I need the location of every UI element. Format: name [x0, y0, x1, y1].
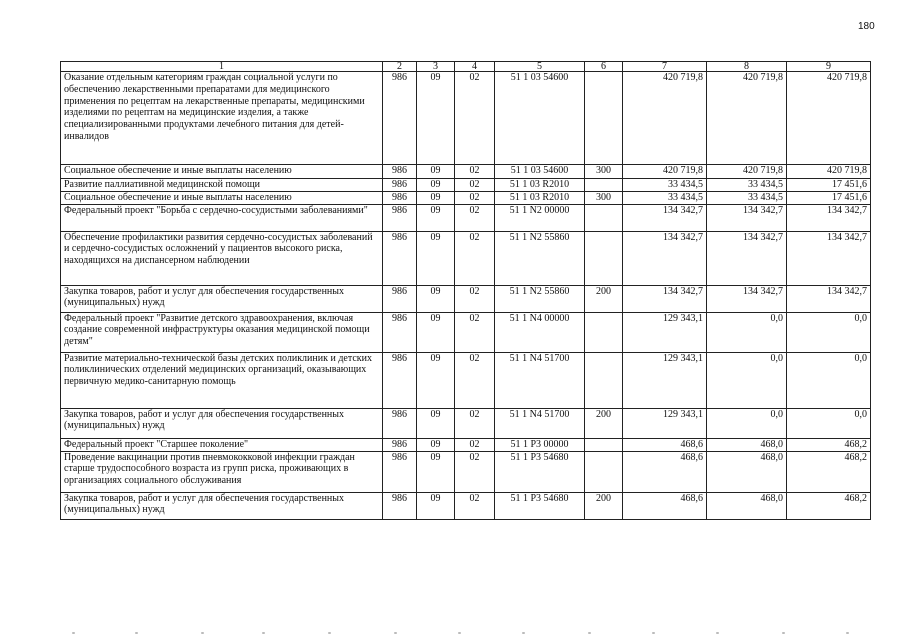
row-amount-7: 129 343,1 [623, 352, 707, 408]
header-cell-3: 3 [417, 62, 455, 72]
row-target-article: 51 1 P3 54680 [495, 451, 585, 492]
row-subsection-code: 02 [455, 165, 495, 179]
row-name: Развитие паллиативной медицинской помощи [61, 179, 383, 192]
row-subsection-code: 02 [455, 438, 495, 451]
row-section-code: 09 [417, 191, 455, 204]
row-name: Обеспечение профилактики развития сердечно-сосудистых заболеваний и сердечно-сосудистых осложнений у пациентов высокого риска, находящихся на диспансерном наблюдении [61, 231, 383, 285]
row-target-article: 51 1 03 54600 [495, 72, 585, 165]
scan-edge-marks [0, 628, 905, 638]
row-target-article: 51 1 03 R2010 [495, 191, 585, 204]
row-section-code: 09 [417, 165, 455, 179]
row-section-code: 09 [417, 312, 455, 352]
table-row [61, 72, 871, 165]
row-amount-9: 468,2 [787, 438, 871, 451]
row-expense-type: 200 [585, 492, 623, 519]
header-row [61, 62, 871, 72]
row-amount-7: 468,6 [623, 438, 707, 451]
row-expense-type [585, 352, 623, 408]
row-subsection-code: 02 [455, 191, 495, 204]
row-expense-type: 300 [585, 191, 623, 204]
budget-table [60, 61, 871, 520]
row-target-article: 51 1 P3 54680 [495, 492, 585, 519]
row-name: Закупка товаров, работ и услуг для обеспечения государственных (муниципальных) нужд [61, 408, 383, 438]
row-section-code: 09 [417, 285, 455, 312]
row-amount-8: 33 434,5 [707, 179, 787, 192]
row-ministry-code: 986 [383, 204, 417, 231]
row-ministry-code: 986 [383, 352, 417, 408]
table-row [61, 165, 871, 179]
table-row [61, 438, 871, 451]
row-ministry-code: 986 [383, 72, 417, 165]
row-amount-8: 420 719,8 [707, 72, 787, 165]
row-subsection-code: 02 [455, 408, 495, 438]
header-cell-7: 7 [623, 62, 707, 72]
row-amount-8: 134 342,7 [707, 285, 787, 312]
row-ministry-code: 986 [383, 285, 417, 312]
row-amount-7: 420 719,8 [623, 72, 707, 165]
row-subsection-code: 02 [455, 285, 495, 312]
row-target-article: 51 1 N2 55860 [495, 285, 585, 312]
row-section-code: 09 [417, 204, 455, 231]
table-row [61, 204, 871, 231]
row-section-code: 09 [417, 408, 455, 438]
row-expense-type [585, 451, 623, 492]
row-expense-type: 200 [585, 285, 623, 312]
row-name: Развитие материально-технической базы детских поликлиник и детских поликлинических отделений медицинских организаций, оказывающих первичную медико-санитарную помощь [61, 352, 383, 408]
row-amount-9: 0,0 [787, 312, 871, 352]
row-target-article: 51 1 N4 51700 [495, 408, 585, 438]
row-amount-7: 134 342,7 [623, 231, 707, 285]
row-subsection-code: 02 [455, 451, 495, 492]
row-expense-type [585, 72, 623, 165]
table-row [61, 352, 871, 408]
row-subsection-code: 02 [455, 179, 495, 192]
row-name: Оказание отдельным категориям граждан социальной услуги по обеспечению лекарственными препаратами для медицинского применения по рецептам на лекарственные препараты, медицинскими изделиями по рецептам на медицинские изделия, а также специализированными продуктами лечебного питания для детей-инвалидов [61, 72, 383, 165]
row-amount-8: 0,0 [707, 408, 787, 438]
row-expense-type [585, 438, 623, 451]
row-amount-7: 134 342,7 [623, 285, 707, 312]
row-amount-8: 134 342,7 [707, 231, 787, 285]
row-expense-type [585, 231, 623, 285]
row-subsection-code: 02 [455, 231, 495, 285]
row-expense-type [585, 312, 623, 352]
row-expense-type: 200 [585, 408, 623, 438]
row-expense-type [585, 204, 623, 231]
row-subsection-code: 02 [455, 312, 495, 352]
header-cell-4: 4 [455, 62, 495, 72]
row-amount-8: 0,0 [707, 312, 787, 352]
row-target-article: 51 1 N2 00000 [495, 204, 585, 231]
table-row [61, 492, 871, 519]
row-section-code: 09 [417, 231, 455, 285]
page-number: 180 [858, 21, 875, 32]
row-name: Федеральный проект "Развитие детского здравоохранения, включая создание современной инфраструктуры оказания медицинской помощи детям" [61, 312, 383, 352]
row-target-article: 51 1 P3 00000 [495, 438, 585, 451]
row-amount-9: 134 342,7 [787, 231, 871, 285]
table-row [61, 451, 871, 492]
row-target-article: 51 1 N2 55860 [495, 231, 585, 285]
row-name: Закупка товаров, работ и услуг для обеспечения государственных (муниципальных) нужд [61, 492, 383, 519]
row-expense-type: 300 [585, 165, 623, 179]
row-name: Закупка товаров, работ и услуг для обеспечения государственных (муниципальных) нужд [61, 285, 383, 312]
row-amount-7: 129 343,1 [623, 408, 707, 438]
row-section-code: 09 [417, 179, 455, 192]
row-section-code: 09 [417, 352, 455, 408]
header-cell-8: 8 [707, 62, 787, 72]
row-ministry-code: 986 [383, 179, 417, 192]
row-amount-8: 468,0 [707, 492, 787, 519]
row-amount-9: 420 719,8 [787, 165, 871, 179]
row-ministry-code: 986 [383, 312, 417, 352]
header-cell-9: 9 [787, 62, 871, 72]
row-amount-8: 420 719,8 [707, 165, 787, 179]
table-row [61, 285, 871, 312]
table-row [61, 231, 871, 285]
row-section-code: 09 [417, 492, 455, 519]
table-row [61, 312, 871, 352]
row-amount-7: 33 434,5 [623, 191, 707, 204]
row-subsection-code: 02 [455, 204, 495, 231]
row-amount-9: 17 451,6 [787, 191, 871, 204]
table-row [61, 179, 871, 192]
row-amount-9: 468,2 [787, 492, 871, 519]
row-expense-type [585, 179, 623, 192]
row-name: Социальное обеспечение и иные выплаты населению [61, 191, 383, 204]
row-amount-9: 17 451,6 [787, 179, 871, 192]
row-amount-9: 468,2 [787, 451, 871, 492]
header-cell-6: 6 [585, 62, 623, 72]
row-ministry-code: 986 [383, 408, 417, 438]
row-amount-7: 134 342,7 [623, 204, 707, 231]
row-subsection-code: 02 [455, 72, 495, 165]
row-section-code: 09 [417, 451, 455, 492]
row-amount-7: 468,6 [623, 451, 707, 492]
row-target-article: 51 1 N4 00000 [495, 312, 585, 352]
header-cell-2: 2 [383, 62, 417, 72]
row-amount-9: 134 342,7 [787, 285, 871, 312]
row-amount-9: 420 719,8 [787, 72, 871, 165]
row-amount-7: 420 719,8 [623, 165, 707, 179]
row-ministry-code: 986 [383, 165, 417, 179]
table-row [61, 191, 871, 204]
row-amount-8: 33 434,5 [707, 191, 787, 204]
row-name: Федеральный проект "Старшее поколение" [61, 438, 383, 451]
row-name: Проведение вакцинации против пневмококковой инфекции граждан старше трудоспособного возраста из групп риска, проживающих в организациях социального обслуживания [61, 451, 383, 492]
table-row [61, 408, 871, 438]
row-name: Социальное обеспечение и иные выплаты населению [61, 165, 383, 179]
row-target-article: 51 1 N4 51700 [495, 352, 585, 408]
row-amount-9: 0,0 [787, 408, 871, 438]
row-subsection-code: 02 [455, 492, 495, 519]
row-ministry-code: 986 [383, 492, 417, 519]
row-section-code: 09 [417, 438, 455, 451]
row-section-code: 09 [417, 72, 455, 165]
row-amount-9: 134 342,7 [787, 204, 871, 231]
row-amount-7: 468,6 [623, 492, 707, 519]
header-cell-1: 1 [61, 62, 383, 72]
row-ministry-code: 986 [383, 451, 417, 492]
row-name: Федеральный проект "Борьба с сердечно-сосудистыми заболеваниями" [61, 204, 383, 231]
row-subsection-code: 02 [455, 352, 495, 408]
row-amount-9: 0,0 [787, 352, 871, 408]
row-ministry-code: 986 [383, 438, 417, 451]
row-ministry-code: 986 [383, 191, 417, 204]
row-amount-8: 468,0 [707, 451, 787, 492]
row-target-article: 51 1 03 R2010 [495, 179, 585, 192]
row-ministry-code: 986 [383, 231, 417, 285]
header-cell-5: 5 [495, 62, 585, 72]
row-amount-8: 468,0 [707, 438, 787, 451]
row-amount-7: 33 434,5 [623, 179, 707, 192]
row-amount-8: 134 342,7 [707, 204, 787, 231]
row-target-article: 51 1 03 54600 [495, 165, 585, 179]
row-amount-8: 0,0 [707, 352, 787, 408]
row-amount-7: 129 343,1 [623, 312, 707, 352]
